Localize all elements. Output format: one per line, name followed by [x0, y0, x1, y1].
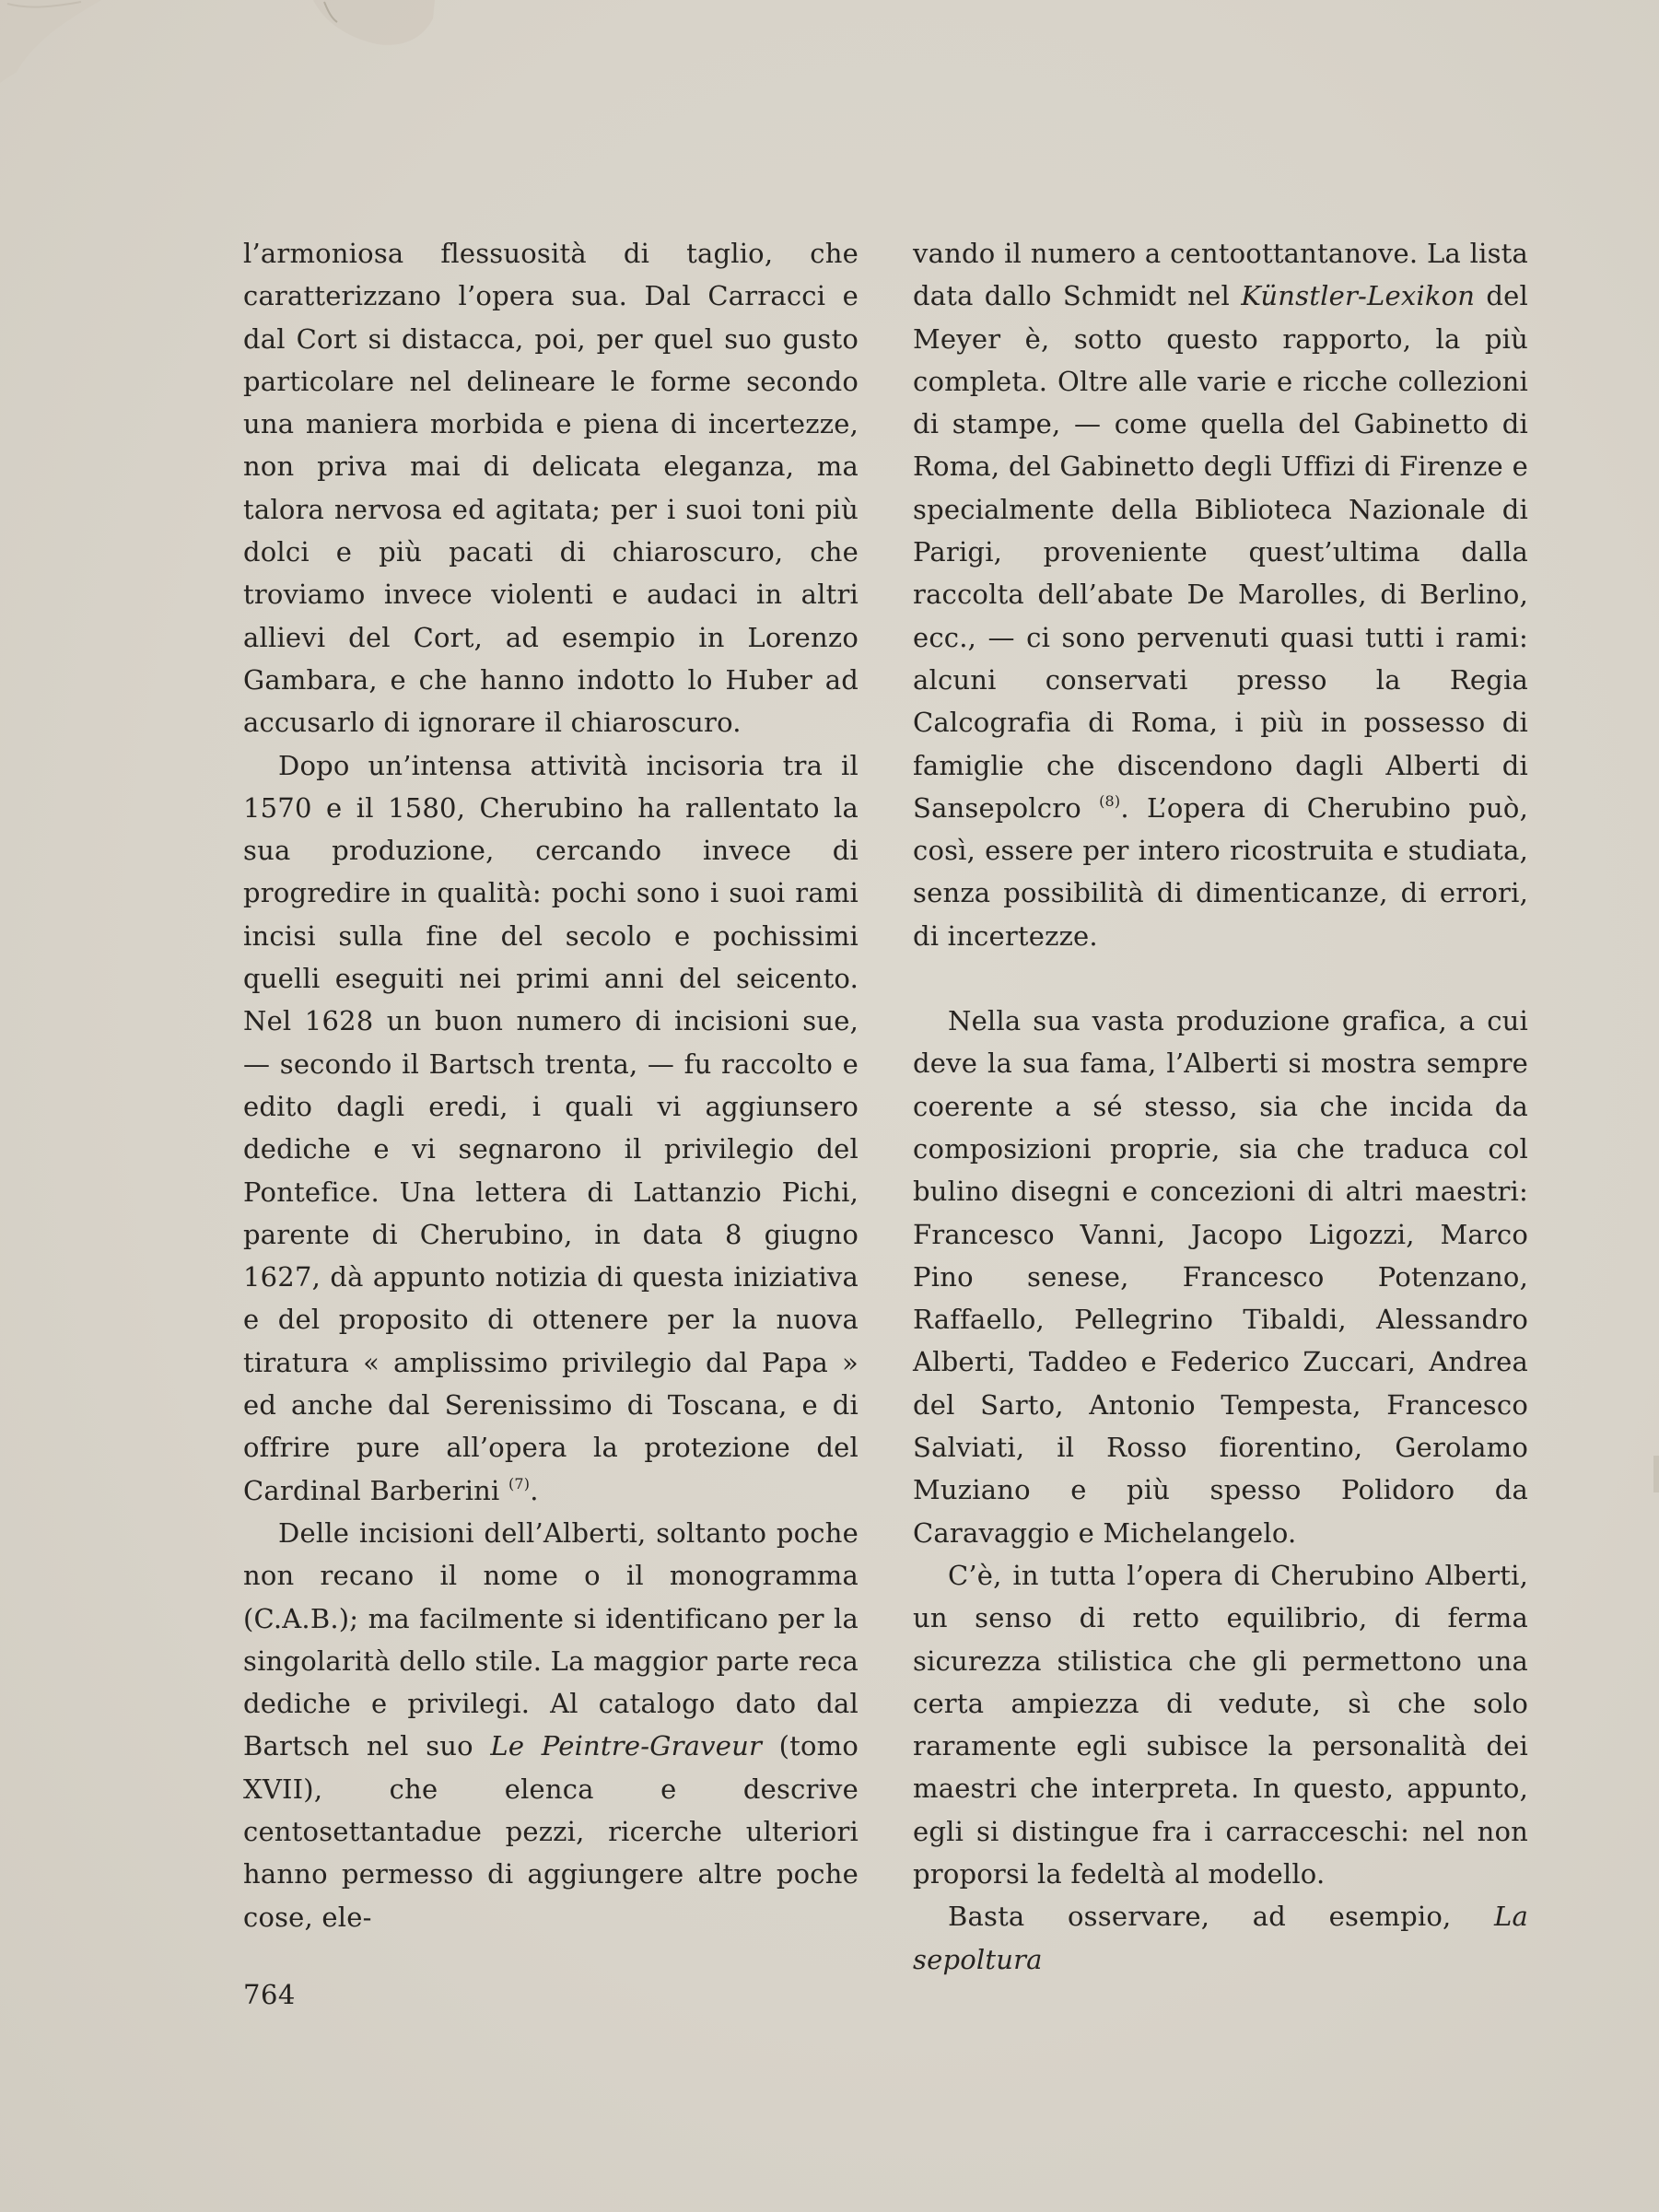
italic-title: Le Peintre-Graveur: [490, 1730, 763, 1762]
text-run: .: [530, 1474, 539, 1506]
footnote-ref: (8): [1099, 791, 1121, 810]
text-run: . L’opera di Cherubino può, così, essere per intero ricostruita e studiata, senza possibilità di dimenticanze, di errori, di incertezze.: [913, 791, 1529, 952]
text-run: vando il numero a centoottantanove. La lista data dallo Schmidt nel: [913, 238, 1528, 312]
paragraph: [913, 1895, 1528, 1981]
text-run: l’armoniosa flessuosità di taglio, che caratterizzano l’opera sua. Dal Carracci e dal Cort si distacca, poi, per quel suo gusto particolare nel delineare le forme secondo una maniera morbida e piena di incertezze, non priva mai di delicata eleganza, ma talora nervosa ed agitata; per i suoi toni più dolci e più pacati di chiaroscuro, che troviamo invece violenti e audaci in altri allievi del Cort, ad esempio in Lorenzo Gambara, e che hanno indotto lo Huber ad accusarlo di ignorare il chiaroscuro.: [243, 238, 859, 739]
text-run: Basta osservare, ad esempio,: [948, 1901, 1495, 1933]
paragraph: [243, 744, 859, 1512]
paragraph: [243, 1512, 859, 1938]
text-run: Nella sua vasta produzione grafica, a cui deve la sua fama, l’Alberti si mostra sempre coerente a sé stesso, sia che incida da composizioni proprie, sia che traduca col bulino disegni e concezioni di altri maestri: Francesco Vanni, Jacopo Ligozzi, Marco Pino senese, Francesco Potenzano, Raffaello, Pellegrino Tibaldi, Alessandro Alberti, Taddeo e Federico Zuccari, Andrea del Sarto, Antonio Tempesta, Francesco Salviati, il Rosso fiorentino, Gerolamo Muziano e più spesso Polidoro da Caravaggio e Michelangelo.: [913, 1005, 1528, 1549]
worn-corner-stain: [0, 0, 442, 83]
italic-title: La sepoltura: [913, 1901, 1528, 1975]
text-run: C’è, in tutta l’opera di Cherubino Alberti, un senso di retto equilibrio, di ferma sicurezza stilistica che gli permettono una certa ampiezza di vedute, sì che solo raramente egli subisce la personalità dei maestri che interpreta. In questo, appunto, egli si distingue fra i carracceschi: nel non proporsi la fedeltà al modello.: [913, 1559, 1528, 1890]
text-run: del Meyer è, sotto questo rapporto, la più completa. Oltre alle varie e ricche collezioni di stampe, — come quella del Gabinetto di Roma, del Gabinetto degli Uffizi di Firenze e specialmente della Biblioteca Nazionale di Parigi, proveniente quest’ultima dalla raccolta dell’abate De Marolles, di Berlino, ecc., — ci sono pervenuti quasi tutti i rami: alcuni conservati presso la Regia Calcografia di Roma, i più in possesso di famiglie che discendono dagli Alberti di Sansepolcro: [913, 280, 1528, 824]
text-run: Dopo un’intensa attività incisoria tra il 1570 e il 1580, Cherubino ha rallentato la sua produzione, cercando invece di progredire in qualità: pochi sono i suoi rami incisi sulla fine del secolo e pochissimi quelli eseguiti nei primi anni del seicento. Nel 1628 un buon numero di incisioni sue, — secondo il Bartsch trenta, — fu raccolto e edito dagli eredi, i quali vi aggiunsero dediche e vi segnarono il privilegio del Pontefice. Una lettera di Lattanzio Pichi, parente di Cherubino, in data 8 giugno 1627, dà appunto notizia di questa iniziativa e del proposito di ottenere per la nuova tiratura « amplissimo privilegio dal Papa » ed anche dal Serenissimo di Toscana, e di offrire pure all’opera la protezione del Cardinal Barberini: [243, 749, 859, 1506]
text-run: Delle incisioni dell’Alberti, soltanto poche non recano il nome o il monogramma (C.A.B.); ma facilmente si identificano per la singolarità dello stile. La maggior parte reca dediche e privilegi. Al catalogo dato dal Bartsch nel suo: [243, 1516, 859, 1762]
page-number: 764: [243, 1979, 296, 2010]
paragraph: [243, 232, 859, 744]
right-text-column: [913, 232, 1528, 1981]
italic-title: Künstler-Lexikon: [1241, 280, 1476, 312]
paragraph: [913, 1554, 1528, 1895]
left-text-column: [243, 232, 859, 1938]
paragraph: [913, 232, 1528, 957]
paragraph: [913, 1000, 1528, 1554]
page-edge-mark: [1653, 1456, 1659, 1492]
footnote-ref: (7): [508, 1474, 531, 1492]
text-run: (tomo XVII), che elenca e descrive centosettantadue pezzi, ricerche ulteriori hanno permesso di aggiungere altre poche cose, ele-: [243, 1730, 859, 1933]
